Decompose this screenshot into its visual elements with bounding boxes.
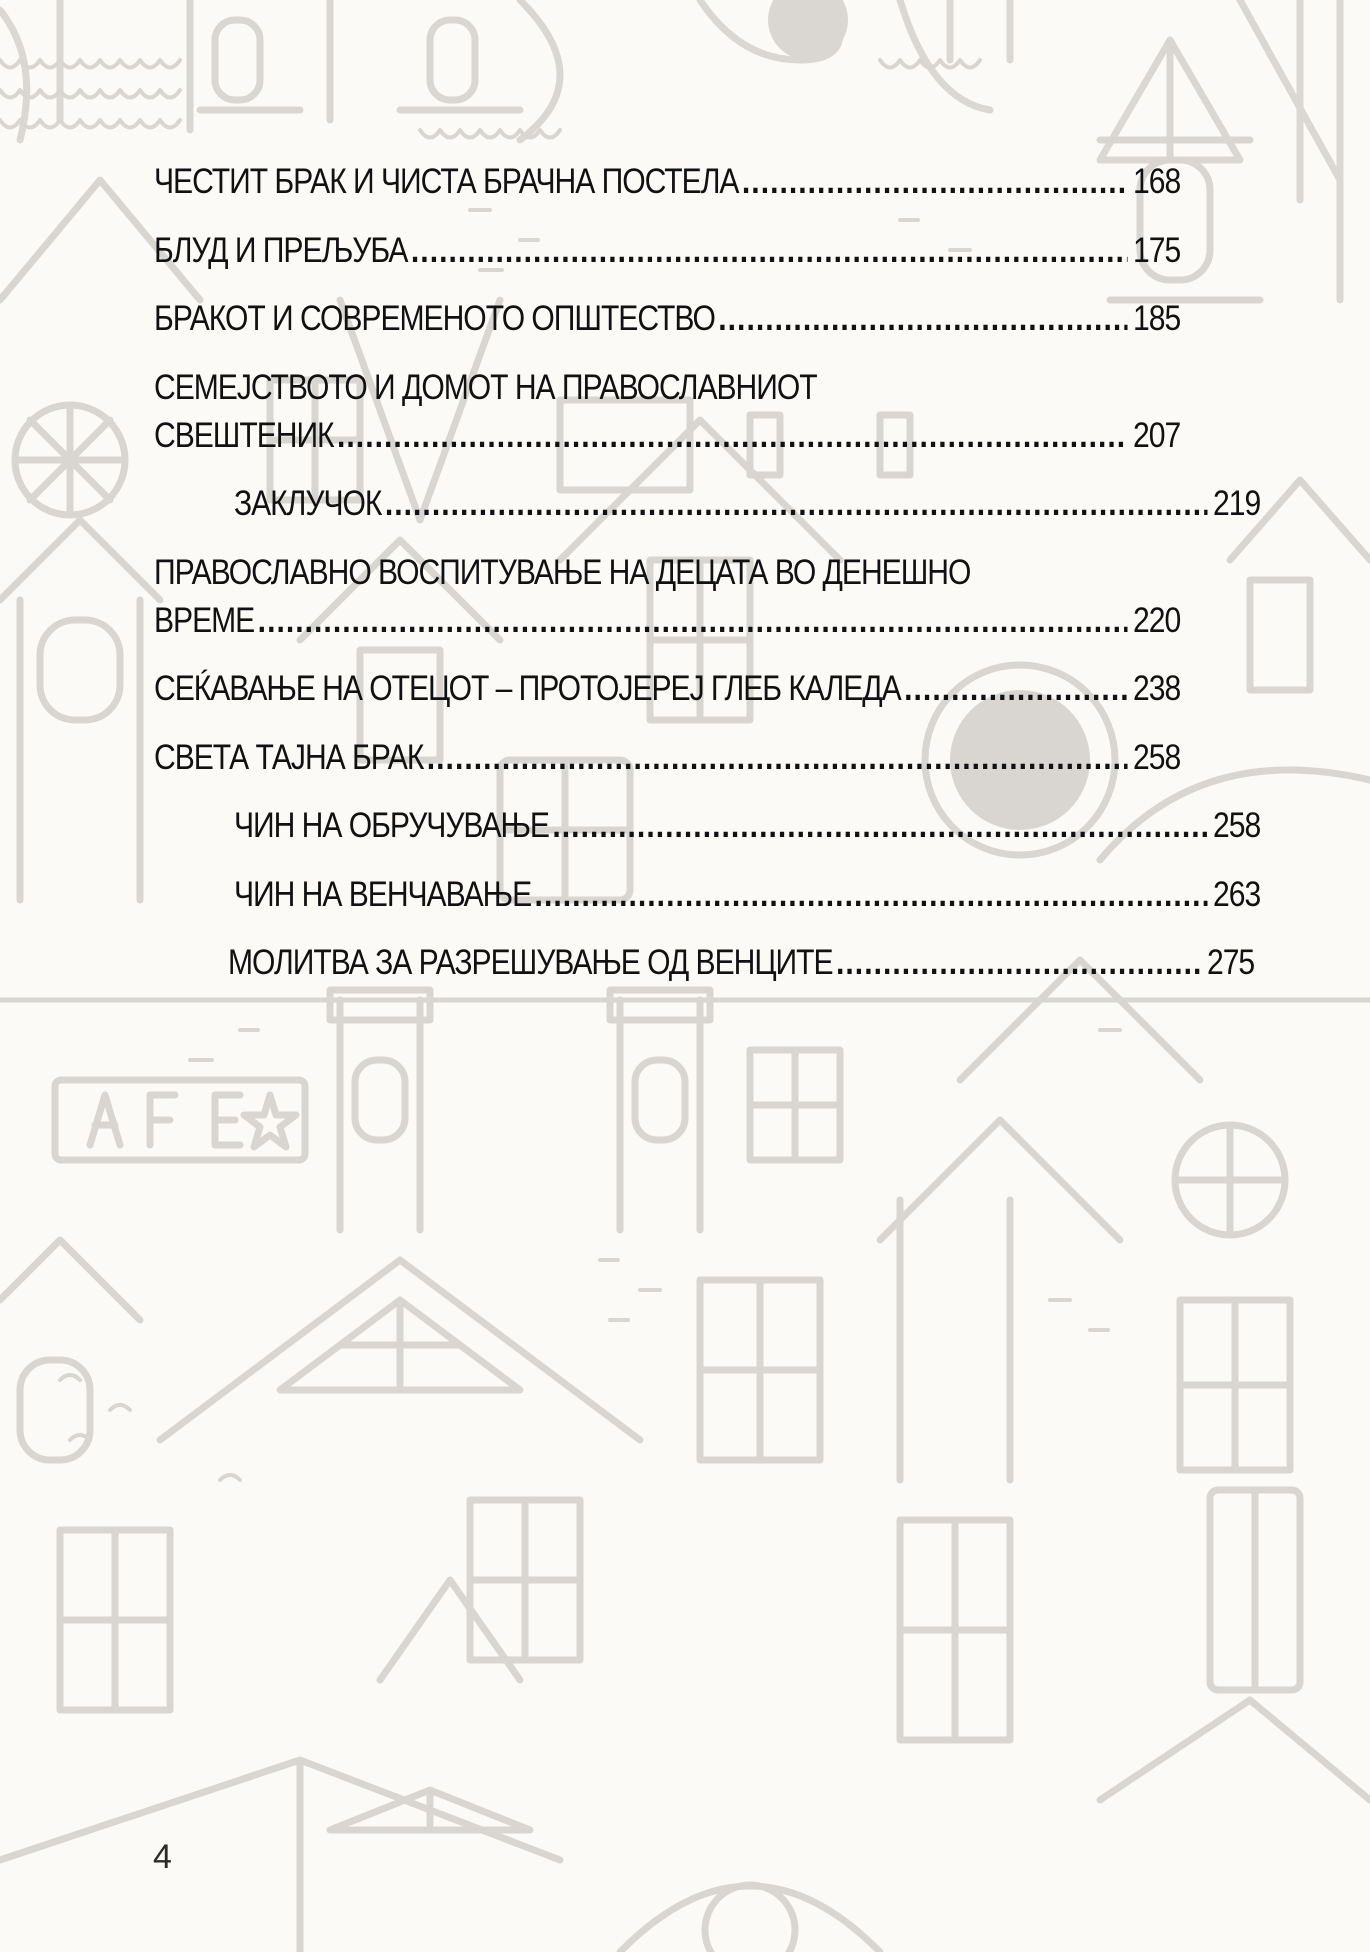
toc-entry[interactable]: [154, 364, 1180, 460]
toc-subentry[interactable]: [154, 802, 1260, 850]
toc-entry-page: 258: [1133, 737, 1181, 777]
cafe-sign-illustration: [55, 1080, 305, 1160]
toc-entry-page: 185: [1133, 299, 1181, 338]
toc-entry-title: ВРЕМЕ: [154, 600, 255, 640]
toc-entry-title: СЕЌАВАЊЕ НА ОТЕЦОТ – ПРОТОЈЕРЕЈ ГЛЕБ КАЛЕДА: [154, 669, 901, 708]
toc-entry-page: 238: [1133, 669, 1181, 708]
toc-entry-title: ЗАКЛУЧОК: [233, 484, 382, 523]
toc-subentry[interactable]: [154, 480, 1260, 528]
dot-leader: [337, 412, 1128, 460]
dot-leader: [742, 158, 1128, 206]
toc-subentry[interactable]: [154, 871, 1260, 919]
toc-entry-page: 207: [1133, 415, 1181, 455]
page-number: 4: [153, 1838, 172, 1876]
toc-entry-title: МОЛИТВА ЗА РАЗРЕШУВАЊЕ ОД ВЕНЦИТЕ: [227, 943, 833, 982]
dot-leader: [411, 227, 1128, 275]
toc-entry-title: ЧИН НА ВЕНЧАВАЊЕ: [233, 874, 532, 914]
dot-leader: [836, 939, 1202, 987]
toc-entry-title: БРАКОТ И СОВРЕМЕНОТО ОПШТЕСТВО: [154, 299, 715, 338]
dot-leader: [385, 480, 1208, 528]
toc-entry-page: 168: [1133, 162, 1181, 201]
toc-entry-page: 175: [1133, 230, 1181, 270]
toc-entry[interactable]: [154, 295, 1180, 343]
toc-entry[interactable]: [154, 549, 1180, 645]
toc-entry-title: СВЕТА ТАЈНА БРАК: [154, 737, 424, 777]
toc-entry[interactable]: [154, 734, 1180, 782]
toc-entry-page: 219: [1213, 484, 1261, 523]
bottom-houses: [0, 1120, 1370, 1952]
dot-leader: [718, 295, 1128, 343]
toc-entry-title-line1: СЕМЕЈСТВОТО И ДОМОТ НА ПРАВОСЛАВНИОТ: [154, 367, 817, 407]
toc-entry-page: 220: [1133, 600, 1181, 640]
roof-tiles: [0, 60, 980, 138]
toc-subentry[interactable]: [154, 939, 1254, 987]
dot-leader: [535, 871, 1208, 919]
table-of-contents: [154, 158, 1261, 1008]
lower-towers: [330, 960, 1285, 1480]
toc-entry[interactable]: [154, 227, 1180, 275]
toc-entry[interactable]: [154, 158, 1180, 206]
toc-entry-page: 275: [1207, 943, 1255, 982]
dot-leader: [552, 802, 1207, 850]
toc-entry-page: 258: [1213, 806, 1261, 845]
toc-entry-page: 263: [1213, 874, 1261, 914]
toc-entry-title: ЧИН НА ОБРУЧУВАЊЕ: [233, 806, 549, 845]
toc-entry-title: СВЕШТЕНИК: [154, 415, 334, 455]
toc-entry[interactable]: [154, 665, 1180, 713]
toc-entry-title: БЛУД И ПРЕЉУБА: [154, 230, 408, 270]
toc-entry-title-line1: ПРАВОСЛАВНО ВОСПИТУВАЊЕ НА ДЕЦАТА ВО ДЕНЕШНО: [154, 552, 971, 592]
dot-leader: [427, 734, 1128, 782]
dot-leader: [258, 597, 1128, 645]
toc-entry-title: ЧЕСТИТ БРАК И ЧИСТА БРАЧНА ПОСТЕЛА: [154, 162, 739, 201]
dot-leader: [904, 665, 1128, 713]
